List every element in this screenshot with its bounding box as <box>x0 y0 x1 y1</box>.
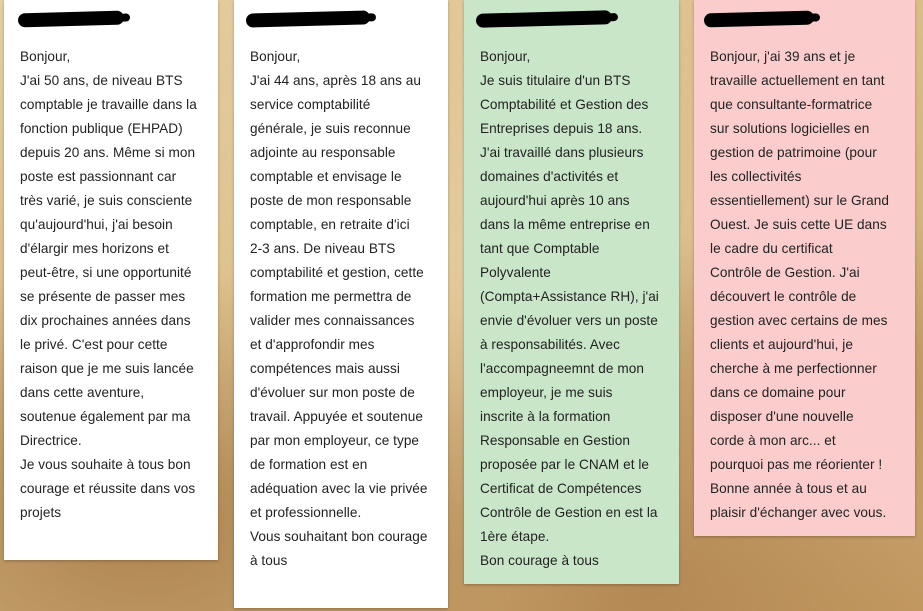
post-text-line: dans ce domaine pour <box>710 385 846 400</box>
post-text-line: aujourd'hui après 10 ans <box>480 193 630 208</box>
post-text-line: 2-3 ans. De niveau BTS <box>250 241 396 256</box>
post-text-line: Certificat de Compétences <box>480 481 642 496</box>
post-body <box>710 45 905 525</box>
post-text-line: Vous souhaitant bon courage <box>250 529 428 544</box>
post-text-line: Je suis titulaire d'un BTS <box>480 73 631 88</box>
post-text-line: corde à mon arc... et <box>710 433 836 448</box>
post-text-line: Polyvalente <box>480 265 551 280</box>
post-text-line: J'ai 50 ans, de niveau BTS <box>20 73 183 88</box>
post-card[interactable] <box>4 0 218 560</box>
post-text-line: Responsable en Gestion <box>480 433 630 448</box>
post-card[interactable] <box>694 0 915 536</box>
post-text-line: travail. Appuyée et soutenue <box>250 409 423 424</box>
post-text-line: comptable, en retraite d'ici <box>250 217 410 232</box>
post-body <box>250 45 438 573</box>
post-text-line: tant que Comptable <box>480 241 600 256</box>
post-text-line: découvert le contrôle de <box>710 289 857 304</box>
post-text-line: raison que je me suis lancée <box>20 361 194 376</box>
post-card[interactable] <box>464 0 679 584</box>
post-text-line: d'évoluer sur mon poste de <box>250 385 415 400</box>
post-text-line: courage et réussite dans vos <box>20 481 196 496</box>
post-text-line: Contrôle de Gestion en est la <box>480 505 658 520</box>
post-body <box>480 45 669 573</box>
post-text-line: travaille actuellement en tant <box>710 73 885 88</box>
post-text-line: que consultante-formatrice <box>710 97 873 112</box>
post-text-line: J'ai 44 ans, après 18 ans au <box>250 73 422 88</box>
post-text-line: très varié, je suis consciente <box>20 193 193 208</box>
post-text-line: projets <box>20 505 62 520</box>
post-text-line: gestion avec certains de mes <box>710 313 888 328</box>
post-text-line: Comptabilité et Gestion des <box>480 97 649 112</box>
post-text-line: Bonne année à tous et au <box>710 481 867 496</box>
post-text-line: comptable je travaille dans la <box>20 97 197 112</box>
post-text-line: J'ai travaillé dans plusieurs <box>480 145 644 160</box>
post-text-line: le privé. C'est pour cette <box>20 337 168 352</box>
post-text-line: adéquation avec la vie privée <box>250 481 428 496</box>
post-text-line: proposée par le CNAM et le <box>480 457 650 472</box>
post-text-line: (Compta+Assistance RH), j'ai <box>480 289 659 304</box>
post-text-line: Entreprises depuis 18 ans. <box>480 121 643 136</box>
post-text-line: à tous <box>250 553 288 568</box>
post-text-line: adjointe au responsable <box>250 145 396 160</box>
post-text-line: Je vous souhaite à tous bon <box>20 457 191 472</box>
post-text-line: comptabilité et gestion, cette <box>250 265 424 280</box>
post-text-line: peut-être, si une opportunité <box>20 265 192 280</box>
post-text-line: disposer d'une nouvelle <box>710 409 854 424</box>
post-text-line: dans cette aventure, <box>20 385 145 400</box>
post-text-line: pourquoi pas me réorienter ! <box>710 457 883 472</box>
post-text-line: gestion de patrimoine (pour <box>710 145 877 160</box>
post-text-line: les collectivités <box>710 169 802 184</box>
post-body <box>20 45 208 525</box>
post-text-line: l'accompagneemnt de mon <box>480 361 644 376</box>
post-text-line: et d'approfondir mes <box>250 337 375 352</box>
post-text-line: employeur, je me suis <box>480 385 613 400</box>
post-text-line: Bonjour, <box>250 49 301 64</box>
post-text-line: plaisir d'échanger avec vous. <box>710 505 887 520</box>
redacted-author-name <box>246 10 370 27</box>
post-text-line: poste de mon responsable <box>250 193 412 208</box>
redacted-author-name <box>18 11 124 28</box>
post-text-line: Bonjour, <box>20 49 71 64</box>
post-text-line: essentiellement) sur le Grand <box>710 193 890 208</box>
post-text-line: service comptabilité <box>250 97 371 112</box>
post-text-line: inscrite à la formation <box>480 409 611 424</box>
post-text-line: d'élargir mes horizons et <box>20 241 169 256</box>
post-text-line: de formation est en <box>250 457 368 472</box>
post-text-line: clients et aujourd'hui, je <box>710 337 853 352</box>
post-text-line: formation me permettra de <box>250 289 412 304</box>
post-text-line: à responsabilités. Avec <box>480 337 620 352</box>
post-text-line: générale, je suis reconnue <box>250 121 411 136</box>
post-text-line: soutenue également par ma <box>20 409 191 424</box>
post-text-line: et professionnelle. <box>250 505 362 520</box>
post-text-line: comptable et envisage le <box>250 169 402 184</box>
redacted-author-name <box>704 11 814 28</box>
post-text-line: envie d'évoluer vers un poste <box>480 313 658 328</box>
post-text-line: le cadre du certificat <box>710 241 833 256</box>
post-text-line: Contrôle de Gestion. J'ai <box>710 265 860 280</box>
post-text-line: cherche à me perfectionner <box>710 361 877 376</box>
post-text-line: dans la même entreprise en <box>480 217 650 232</box>
post-text-line: valider mes connaissances <box>250 313 415 328</box>
post-card[interactable] <box>234 0 448 608</box>
redacted-author-name <box>476 10 612 28</box>
post-text-line: Directrice. <box>20 433 82 448</box>
post-text-line: Ouest. Je suis cette UE dans <box>710 217 887 232</box>
post-text-line: sur solutions logicielles en <box>710 121 870 136</box>
post-text-line: domaines d'activités et <box>480 169 619 184</box>
post-text-line: compétences mais aussi <box>250 361 400 376</box>
post-text-line: par mon employeur, ce type <box>250 433 420 448</box>
post-text-line: fonction publique (EHPAD) <box>20 121 183 136</box>
post-text-line: 1ère étape. <box>480 529 550 544</box>
post-text-line: qu'aujourd'hui, j'ai besoin <box>20 217 173 232</box>
post-text-line: depuis 20 ans. Même si mon <box>20 145 196 160</box>
post-text-line: dix prochaines années dans <box>20 313 191 328</box>
post-text-line: poste est passionnant car <box>20 169 177 184</box>
post-text-line: Bon courage à tous <box>480 553 599 568</box>
post-text-line: Bonjour, <box>480 49 531 64</box>
post-text-line: se présente de passer mes <box>20 289 186 304</box>
post-text-line: Bonjour, j'ai 39 ans et je <box>710 49 856 64</box>
